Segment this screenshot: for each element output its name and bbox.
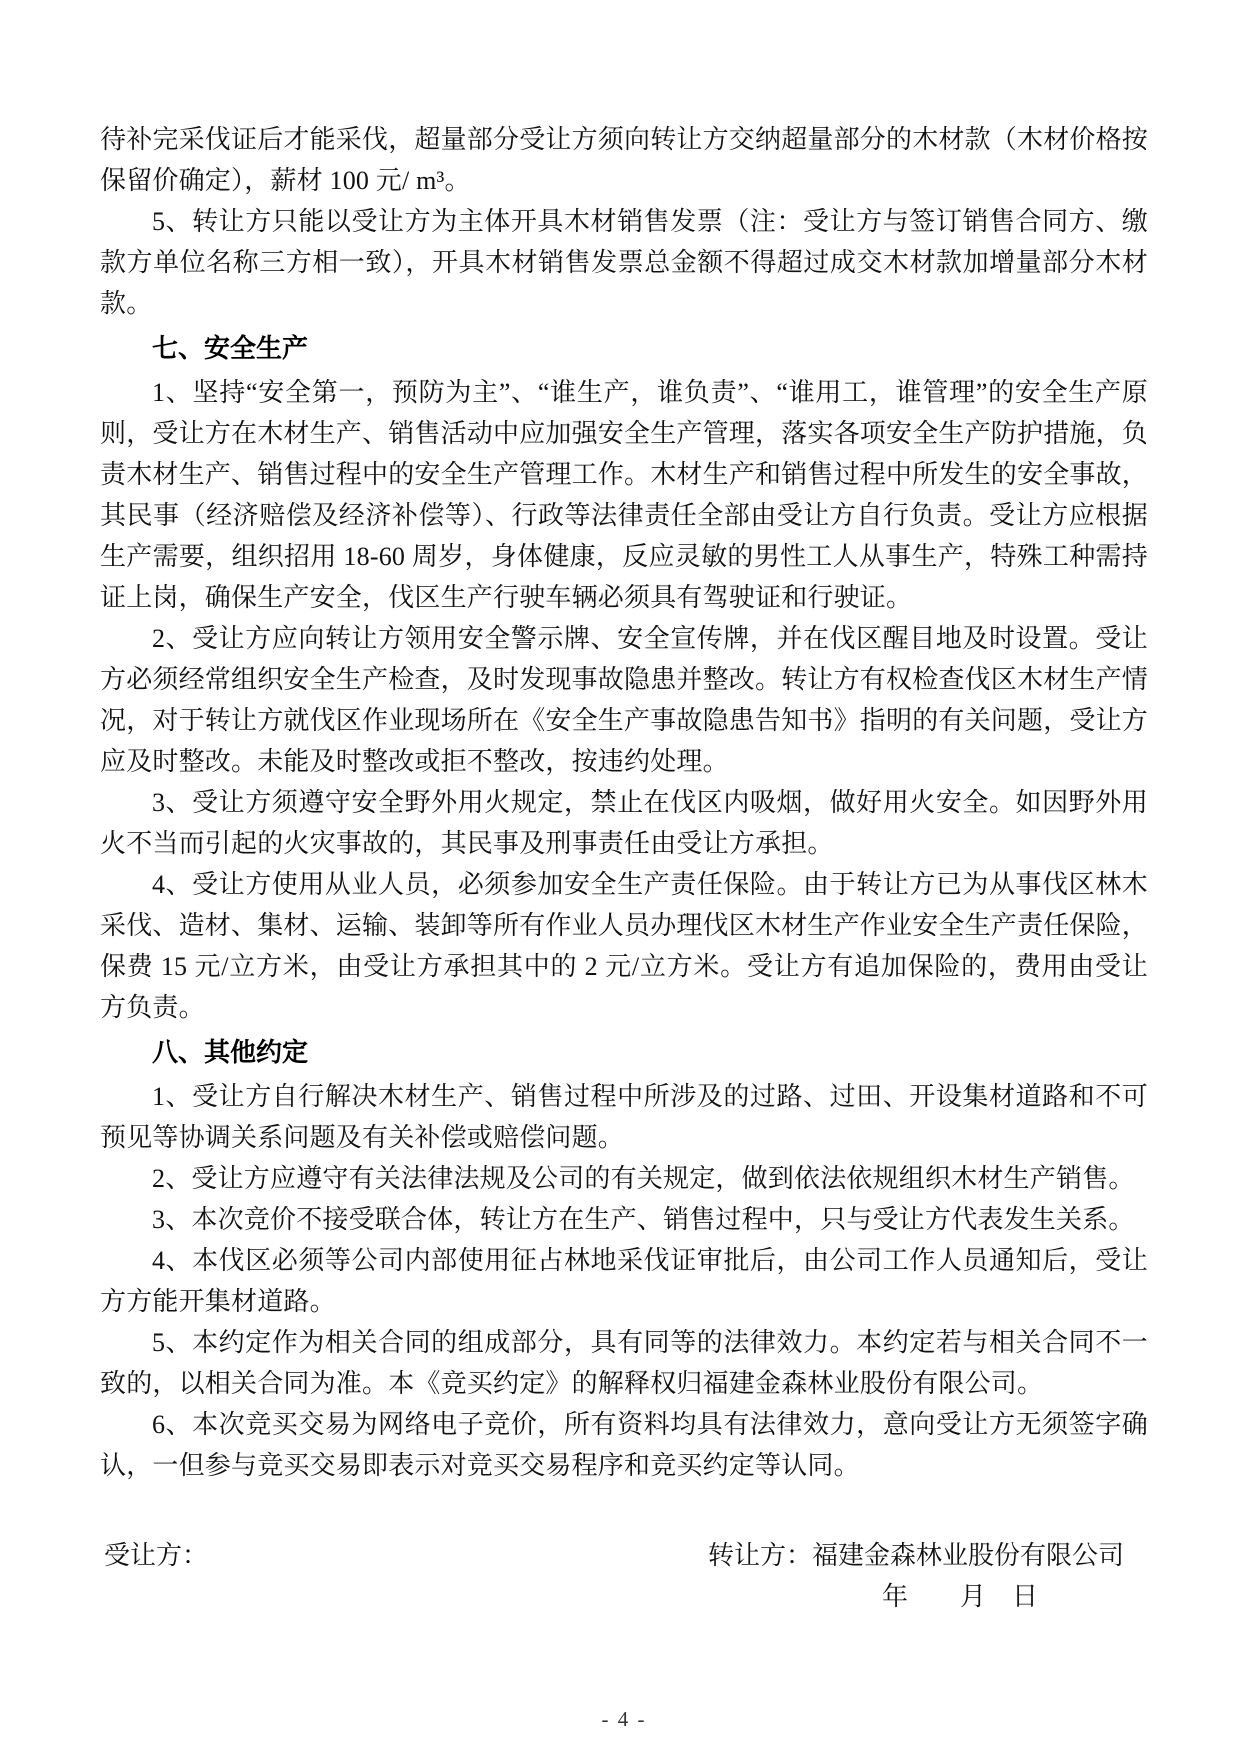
signature-row <box>100 1535 1148 1576</box>
page-number-footer: - 4 - <box>601 1707 647 1731</box>
transferee-signature-label: 受让方： <box>104 1541 209 1570</box>
section-heading-other-agreements: 八、其他约定 <box>152 1037 309 1067</box>
section-heading-safety-production: 七、安全生产 <box>152 333 309 363</box>
signature-date-row <box>100 1576 1148 1617</box>
safety-item-1: 1、坚持“安全第一，预防为主”、“谁生产，谁负责”、“谁用工，谁管理”的安全生产原则，受让方在木材生产、销售活动中应加强安全生产管理，落实各项安全生产防护措施，负责木材生产、销售过程中的安全生产管理工作。木材生产和销售过程中所发生的安全事故，其民事（经济赔偿及经济补偿等）、行政等法律责任全部由受让方自行负责。受让方应根据生产需要，组织招用 18-60 周岁，身体健康，反应灵敏的男性工人从事生产，特殊工种需持证上岗，确保生产安全，伐区生产行驶车辆必须具有驾驶证和行驶证。 <box>100 378 1149 612</box>
other-item-5: 5、本约定作为相关合同的组成部分，具有同等的法律效力。本约定若与相关合同不一致的，以相关合同为准。本《竞买约定》的解释权归福建金森林业股份有限公司。 <box>100 1328 1148 1398</box>
other-item-4: 4、本伐区必须等公司内部使用征占林地采伐证审批后，由公司工作人员通知后，受让方方能开集材道路。 <box>100 1246 1148 1316</box>
transferor-signature-label: 转让方：福建金森林业股份有限公司 <box>708 1541 1125 1570</box>
clause-invoice-item-5: 5、转让方只能以受让方为主体开具木材销售发票（注：受让方与签订销售合同方、缴款方单位名称三方相一致），开具木材销售发票总金额不得超过成交木材款加增量部分木材款。 <box>100 207 1148 318</box>
other-item-2: 2、受让方应遵守有关法律法规及公司的有关规定，做到依法依规组织木材生产销售。 <box>152 1164 1135 1193</box>
safety-item-3: 3、受让方须遵守安全野外用火规定，禁止在伐区内吸烟，做好用火安全。如因野外用火不当而引起的火灾事故的，其民事及刑事责任由受让方承担。 <box>100 788 1148 858</box>
document-content <box>100 119 1148 1733</box>
safety-item-2: 2、受让方应向转让方领用安全警示牌、安全宣传牌，并在伐区醒目地及时设置。受让方必须经常组织安全生产检查，及时发现事故隐患并整改。转让方有权检查伐区木材生产情况，对于转让方就伐区作业现场所在《安全生产事故隐患告知书》指明的有关问题，受让方应及时整改。未能及时整改或拒不整改，按违约处理。 <box>100 624 1149 776</box>
other-item-1: 1、受让方自行解决木材生产、销售过程中所涉及的过路、过田、开设集材道路和不可预见等协调关系问题及有关补偿或赔偿问题。 <box>100 1082 1148 1152</box>
safety-item-4: 4、受让方使用从业人员，必须参加安全生产责任保险。由于转让方已为从事伐区林木采伐、造材、集材、运输、装卸等所有作业人员办理伐区木材生产作业安全生产责任保险，保费 15 元/立方米，由受让方承担其中的 2 元/立方米。受让方有追加保险的，费用由受让方负责。 <box>100 870 1149 1022</box>
date-blank-line: 年 月 日 <box>882 1582 1039 1611</box>
other-item-3: 3、本次竞价不接受联合体，转让方在生产、销售过程中，只与受让方代表发生关系。 <box>152 1205 1135 1234</box>
paragraph-continuation-overcut-timber: 待补完采伐证后才能采伐，超量部分受让方须向转让方交纳超量部分的木材款（木材价格按保留价确定），薪材 100 元/ m³。 <box>100 125 1149 195</box>
other-item-6: 6、本次竞买交易为网络电子竞价，所有资料均具有法律效力，意向受让方无须签字确认，一但参与竞买交易即表示对竞买交易程序和竞买约定等认同。 <box>100 1410 1148 1480</box>
